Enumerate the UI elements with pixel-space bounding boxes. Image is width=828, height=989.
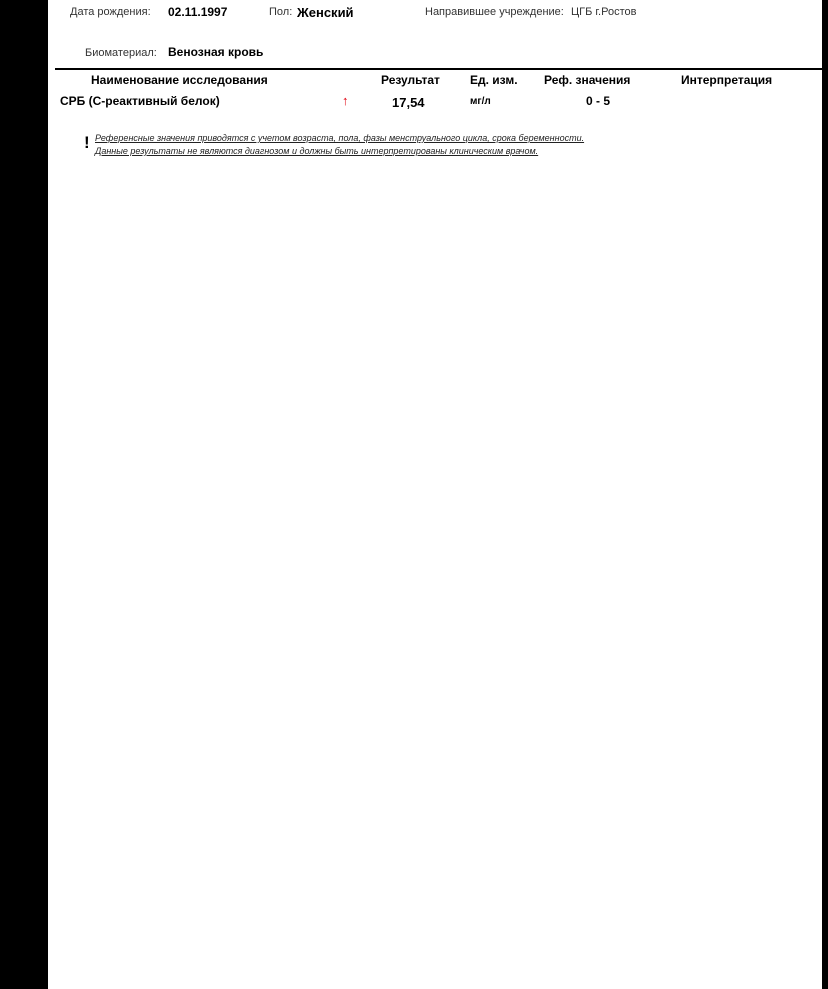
table-header-rule	[55, 68, 822, 70]
exclamation-icon: !	[84, 133, 90, 152]
column-header-reference: Реф. значения	[544, 73, 631, 87]
biomaterial-value: Венозная кровь	[168, 45, 264, 59]
column-header-interpretation: Интерпретация	[681, 73, 773, 87]
report-page	[48, 0, 822, 989]
test-result: 17,54	[392, 95, 425, 110]
biomaterial-label: Биоматериал:	[85, 47, 157, 59]
birth-date-label: Дата рождения:	[70, 6, 151, 18]
sex-value: Женский	[297, 5, 354, 20]
referrer-label: Направившее учреждение:	[425, 6, 564, 18]
note-line-2: Данные результаты не являются диагнозом и должны быть интерпретированы клиническим врачом.	[95, 146, 539, 156]
referrer-value: ЦГБ г.Ростов	[571, 6, 637, 18]
high-flag-arrow-icon: ↑	[342, 93, 349, 108]
test-unit: мг/л	[470, 96, 491, 107]
column-header-unit: Ед. изм.	[470, 73, 518, 87]
column-header-result: Результат	[381, 73, 440, 87]
column-header-test-name: Наименование исследования	[91, 73, 268, 87]
test-name: СРБ (С-реактивный белок)	[60, 94, 220, 108]
test-reference: 0 - 5	[586, 94, 611, 108]
note-line-1: Референсные значения приводятся с учетом возраста, пола, фазы менструального цикла, срока беременности.	[95, 133, 585, 143]
birth-date-value: 02.11.1997	[168, 5, 228, 19]
sex-label: Пол:	[269, 6, 293, 18]
